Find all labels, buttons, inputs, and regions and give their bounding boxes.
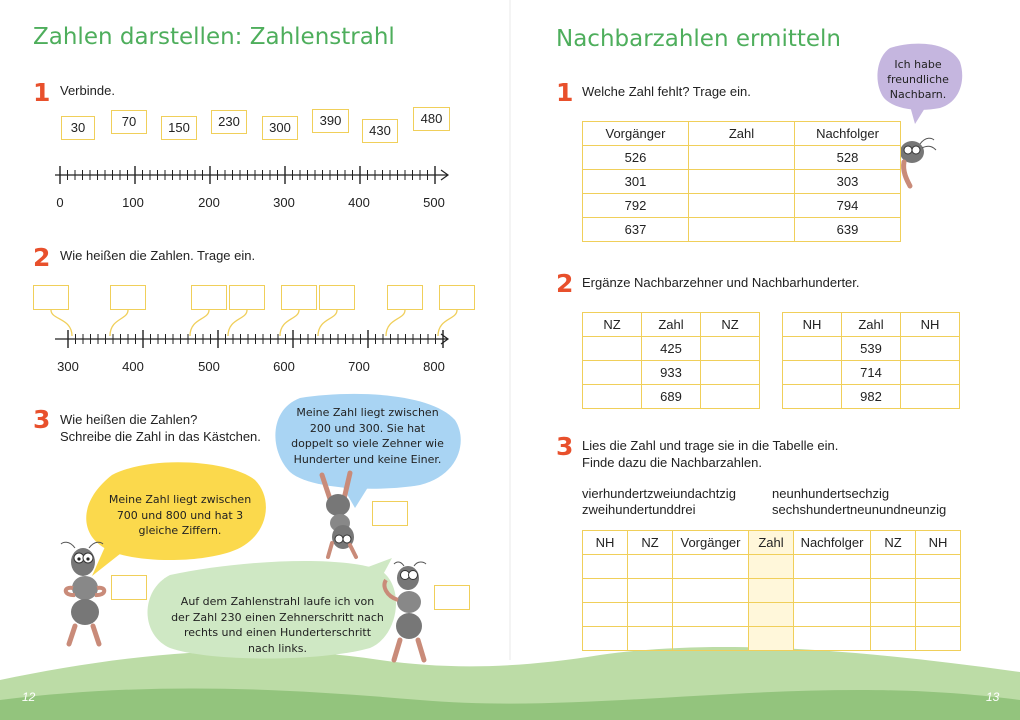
answer-cell[interactable] xyxy=(689,170,795,194)
answer-cell[interactable] xyxy=(794,627,871,651)
answer-box[interactable] xyxy=(110,285,146,310)
page-number-left: 12 xyxy=(22,690,36,704)
answer-cell[interactable] xyxy=(783,361,842,385)
table-header: NH xyxy=(901,313,960,337)
number-box[interactable]: 430 xyxy=(362,119,398,143)
answer-cell[interactable] xyxy=(628,555,673,579)
answer-cell[interactable] xyxy=(794,555,871,579)
answer-cell[interactable] xyxy=(871,579,916,603)
table-cell: 794 xyxy=(795,194,901,218)
green-bubble-text: Auf dem Zahlenstrahl laufe ich von der Zahl 230 einen Zehnerschritt nach rechts und einen Hunderterschritt nach links. xyxy=(171,595,384,655)
answer-box[interactable] xyxy=(111,575,147,600)
number-box[interactable]: 70 xyxy=(111,110,147,134)
hundreds-neighbor-table xyxy=(782,312,960,409)
tick-label: 500 xyxy=(423,195,445,210)
table-header: Nachfolger xyxy=(794,531,871,555)
answer-cell[interactable] xyxy=(583,579,628,603)
answer-box[interactable] xyxy=(387,285,423,310)
table-cell: 792 xyxy=(583,194,689,218)
number-word: sechshundertneunundneunzig xyxy=(772,502,947,517)
right-task-number-1: 1 xyxy=(556,78,574,107)
ant-illustration xyxy=(310,465,370,560)
number-word: vierhundertzweiundachtzig xyxy=(582,486,736,501)
answer-cell[interactable] xyxy=(749,627,794,651)
task-number-3: 3 xyxy=(33,405,51,434)
answer-cell[interactable] xyxy=(871,627,916,651)
right-task-number-2: 2 xyxy=(556,269,574,298)
answer-cell[interactable] xyxy=(689,218,795,242)
table-header: NZ xyxy=(628,531,673,555)
answer-cell[interactable] xyxy=(701,337,760,361)
purple-bubble-text: Ich habe freundliche Nachbarn. xyxy=(887,58,949,101)
blue-bubble-text: Meine Zahl liegt zwischen 200 und 300. Sie hat doppelt so viele Zehner wie Hunderter und keine Einer. xyxy=(291,406,444,466)
table-cell: 539 xyxy=(842,337,901,361)
answer-cell[interactable] xyxy=(583,555,628,579)
answer-box[interactable] xyxy=(372,501,408,526)
number-line-2 xyxy=(55,324,455,354)
tick-label: 100 xyxy=(122,195,144,210)
task-3-line-1: Wie heißen die Zahlen? xyxy=(60,412,198,427)
answer-cell[interactable] xyxy=(673,603,749,627)
answer-box[interactable] xyxy=(281,285,317,310)
answer-cell[interactable] xyxy=(749,603,794,627)
answer-cell[interactable] xyxy=(701,385,760,409)
tick-label: 800 xyxy=(423,359,445,374)
answer-cell[interactable] xyxy=(583,385,642,409)
page-number-right: 13 xyxy=(986,690,1000,704)
number-box[interactable]: 150 xyxy=(161,116,197,140)
table-header: Zahl xyxy=(689,122,795,146)
right-task-3-line-1: Lies die Zahl und trage sie in die Tabelle ein. xyxy=(582,438,839,453)
left-page-title: Zahlen darstellen: Zahlenstrahl xyxy=(33,24,395,50)
answer-cell[interactable] xyxy=(628,579,673,603)
answer-cell[interactable] xyxy=(701,361,760,385)
number-box[interactable]: 30 xyxy=(61,116,95,140)
answer-cell[interactable] xyxy=(871,555,916,579)
answer-cell[interactable] xyxy=(673,579,749,603)
answer-box[interactable] xyxy=(33,285,69,310)
number-word: zweihundertunddrei xyxy=(582,502,696,517)
tick-label: 400 xyxy=(122,359,144,374)
table-cell: 301 xyxy=(583,170,689,194)
tick-label: 200 xyxy=(198,195,220,210)
table-cell: 303 xyxy=(795,170,901,194)
tick-label: 500 xyxy=(198,359,220,374)
table-header: Zahl xyxy=(642,313,701,337)
table-header: NH xyxy=(916,531,961,555)
table-header: NH xyxy=(583,531,628,555)
number-box[interactable]: 230 xyxy=(211,110,247,134)
number-box[interactable]: 480 xyxy=(413,107,450,131)
answer-cell[interactable] xyxy=(749,555,794,579)
table-cell: 526 xyxy=(583,146,689,170)
answer-cell[interactable] xyxy=(583,603,628,627)
yellow-bubble-text: Meine Zahl liegt zwischen 700 und 800 und hat 3 gleiche Ziffern. xyxy=(108,493,252,537)
answer-cell[interactable] xyxy=(916,579,961,603)
tick-label: 400 xyxy=(348,195,370,210)
answer-cell[interactable] xyxy=(689,146,795,170)
answer-cell[interactable] xyxy=(583,337,642,361)
task-number-1: 1 xyxy=(33,78,51,107)
answer-cell[interactable] xyxy=(871,603,916,627)
answer-box[interactable] xyxy=(319,285,355,310)
table-cell: 982 xyxy=(842,385,901,409)
answer-box[interactable] xyxy=(229,285,265,310)
answer-cell[interactable] xyxy=(583,627,628,651)
table-cell: 528 xyxy=(795,146,901,170)
tick-label: 300 xyxy=(57,359,79,374)
task-2-instruction: Wie heißen die Zahlen. Trage ein. xyxy=(60,248,256,263)
table-cell: 637 xyxy=(583,218,689,242)
answer-cell[interactable] xyxy=(901,361,960,385)
table-header: Zahl xyxy=(842,313,901,337)
answer-cell[interactable] xyxy=(916,603,961,627)
tick-label: 300 xyxy=(273,195,295,210)
tick-label: 700 xyxy=(348,359,370,374)
table-header: NH xyxy=(783,313,842,337)
number-box[interactable]: 300 xyxy=(262,116,298,140)
table-cell: 639 xyxy=(795,218,901,242)
answer-cell[interactable] xyxy=(783,385,842,409)
answer-cell[interactable] xyxy=(901,337,960,361)
table-header: Zahl xyxy=(749,531,794,555)
right-page-title: Nachbarzahlen ermitteln xyxy=(556,26,841,52)
task-1-instruction: Verbinde. xyxy=(60,83,115,98)
answer-box[interactable] xyxy=(439,285,475,310)
answer-cell[interactable] xyxy=(901,385,960,409)
table-header: Vorgänger xyxy=(583,122,689,146)
table-header: NZ xyxy=(701,313,760,337)
right-task-number-3: 3 xyxy=(556,432,574,461)
answer-cell[interactable] xyxy=(673,555,749,579)
number-box[interactable]: 390 xyxy=(312,109,349,133)
number-word: neunhundertsechzig xyxy=(772,486,890,501)
answer-cell[interactable] xyxy=(794,603,871,627)
answer-cell[interactable] xyxy=(794,579,871,603)
table-header: Nachfolger xyxy=(795,122,901,146)
answer-box[interactable] xyxy=(191,285,227,310)
answer-cell[interactable] xyxy=(689,194,795,218)
table-cell: 689 xyxy=(642,385,701,409)
answer-cell[interactable] xyxy=(916,555,961,579)
number-line-1 xyxy=(55,160,455,190)
answer-cell[interactable] xyxy=(628,627,673,651)
answer-cell[interactable] xyxy=(916,627,961,651)
answer-cell[interactable] xyxy=(783,337,842,361)
answer-box[interactable] xyxy=(434,585,470,610)
ant-illustration xyxy=(378,560,438,665)
answer-cell[interactable] xyxy=(673,627,749,651)
table-header: NZ xyxy=(583,313,642,337)
table-cell: 933 xyxy=(642,361,701,385)
right-task-1-instruction: Welche Zahl fehlt? Trage ein. xyxy=(582,84,751,99)
task-3-line-2: Schreibe die Zahl in das Kästchen. xyxy=(60,429,261,444)
tens-neighbor-table xyxy=(582,312,760,409)
task-number-2: 2 xyxy=(33,243,51,272)
right-task-3-line-2: Finde dazu die Nachbarzahlen. xyxy=(582,455,762,470)
ant-illustration xyxy=(55,540,115,650)
right-task-2-instruction: Ergänze Nachbarzehner und Nachbarhunderter. xyxy=(582,275,860,290)
number-entry-table xyxy=(582,530,961,651)
predecessor-successor-table xyxy=(582,121,901,242)
tick-label: 600 xyxy=(273,359,295,374)
table-header: Vorgänger xyxy=(673,531,749,555)
answer-cell[interactable] xyxy=(749,579,794,603)
table-cell: 714 xyxy=(842,361,901,385)
table-header: NZ xyxy=(871,531,916,555)
answer-cell[interactable] xyxy=(628,603,673,627)
answer-cell[interactable] xyxy=(583,361,642,385)
table-cell: 425 xyxy=(642,337,701,361)
tick-label: 0 xyxy=(56,195,64,210)
